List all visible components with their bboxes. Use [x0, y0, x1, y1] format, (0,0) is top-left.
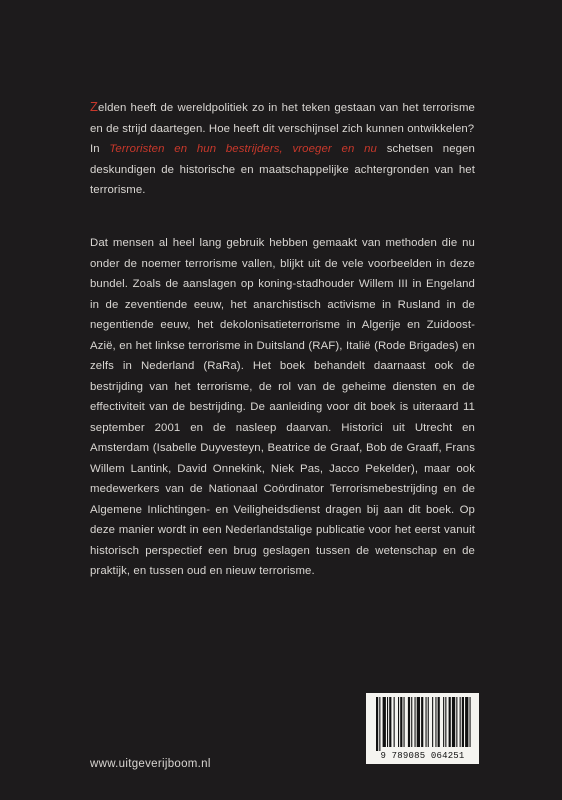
- barcode-bar: [379, 697, 380, 751]
- description-paragraph: [90, 233, 475, 582]
- barcode-bar: [383, 697, 386, 747]
- barcode-bar: [389, 697, 391, 747]
- barcode-bar: [408, 697, 410, 747]
- barcode-bar: [376, 697, 378, 751]
- barcode-bar: [398, 697, 399, 747]
- barcode-bar: [460, 697, 461, 747]
- barcode-bar: [462, 697, 464, 747]
- barcode-bar: [465, 697, 468, 747]
- barcode-bar: [400, 697, 402, 747]
- barcode-bar: [411, 697, 412, 747]
- intro-paragraph: [90, 97, 475, 201]
- barcode-bar: [435, 697, 436, 747]
- barcode-bar: [443, 697, 444, 747]
- barcode-bar: [394, 697, 395, 747]
- intro-lead: elden heeft de wereldpolitiek zo in het teken gestaan van het terrorisme en de strijd daartegen. Hoe heeft dit verschijnsel zich kunnen ontwikkelen?: [90, 102, 475, 135]
- barcode-bar: [445, 697, 446, 747]
- barcode-bar: [421, 697, 423, 747]
- barcode-bar: [415, 697, 416, 747]
- barcode-bar: [432, 697, 433, 747]
- barcode-bar: [470, 697, 471, 747]
- barcode-bar: [428, 697, 429, 747]
- intro-suffix: schetsen negen deskundigen de historische en maatschappelijke achtergronden van het terrorisme.: [90, 143, 475, 196]
- barcode-bar: [438, 697, 440, 747]
- barcode-bar: [452, 697, 455, 747]
- barcode-bar: [387, 697, 388, 747]
- isbn-number: 9 789085 064251: [380, 751, 465, 761]
- barcode-bar: [404, 697, 405, 747]
- drop-cap: Z: [90, 99, 99, 114]
- publisher-website[interactable]: www.uitgeverijboom.nl: [90, 758, 211, 770]
- barcode: [366, 693, 479, 764]
- barcode-bar: [449, 697, 451, 747]
- barcode-bars: [366, 693, 479, 751]
- book-title: Terroristen en hun bestrijders, vroeger en nu: [109, 143, 377, 155]
- barcode-bar: [417, 697, 420, 747]
- barcode-bar: [456, 697, 457, 747]
- description-text: Dat mensen al heel lang gebruik hebben gemaakt van methoden die nu onder de noemer terrorisme vallen, blijkt uit de vele voorbeelden in deze bundel. Zoals de aanslagen op koning-stadhouder Willem III in Engeland in de zeventiende eeuw, het anarchistisch activisme in Rusland in de negentiende eeuw, het dekolonisatieterrorisme in Algerije en Zuidoost-Azië, en het linkse terrorisme in Duitsland (RAF), Italië (Rode Brigades) en zelfs in Nederland (RaRa). Het boek behandelt daarnaast ook de bestrijding van het terrorisme, de rol van de geheime diensten en de effectiviteit van de bestrijding. De aanleiding voor dit boek is uiteraard 11 september 2001 en de nasleep daarvan. Historici uit Utrecht en Amsterdam (Isabelle Duyvesteyn, Beatrice de Graaf, Bob de Graaff, Frans Willem Lantink, David Onnekink, Niek Pas, Jacco Pekelder), maar ook medewerkers van de Nationaal Coördinator Terrorismebestrijding en de Algemene Inlichtingen- en Veiligheidsdienst dragen bij aan dit boek. Op deze manier wordt in een Nederlandstalige publicatie voor het eerst vanuit historisch perspectief een brug geslagen tussen de wetenschap en de praktijk, en tussen oud en nieuw terrorisme.: [90, 237, 475, 577]
- intro-prefix: In: [90, 143, 110, 155]
- barcode-bar: [426, 697, 427, 747]
